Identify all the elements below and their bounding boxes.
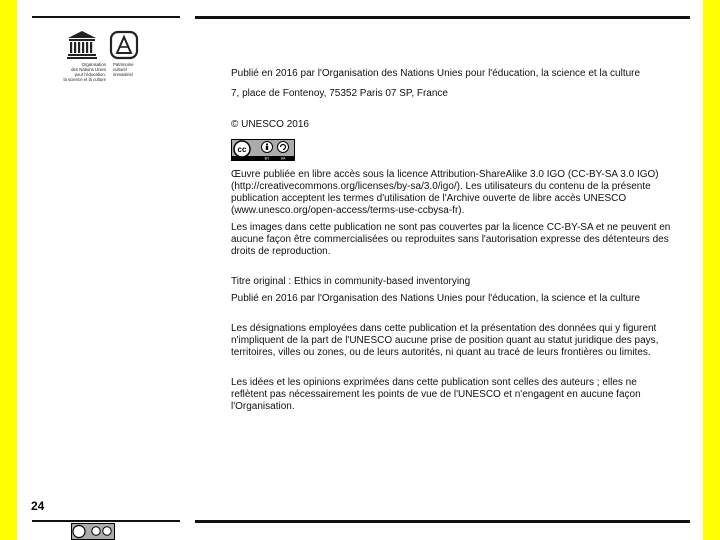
unesco-temple-icon bbox=[67, 30, 97, 62]
heritage-unit-caption: Patrimoine culturel immatériel bbox=[113, 62, 134, 77]
images-notice: Les images dans cette publication ne sont pas couvertes par la licence CC-BY-SA et ne peuvent en aucune façon être commercialisées ou reproduites sans l'autorisation expresse des détenteurs des droits de reproduction. bbox=[231, 222, 671, 257]
publisher-line-repeat: Publié en 2016 par l'Organisation des Nations Unies pour l'éducation, la science et la culture bbox=[231, 293, 641, 304]
intangible-heritage-icon bbox=[109, 30, 139, 60]
copyright-line: © UNESCO 2016 bbox=[231, 119, 309, 130]
publisher-line: Publié en 2016 par l'Organisation des Nations Unies pour l'éducation, la science et la culture bbox=[231, 68, 641, 79]
document-page bbox=[17, 0, 703, 540]
page-number: 24 bbox=[31, 499, 45, 513]
unesco-org-caption: Organisation des Nations Unies pour l'éducation, la science et la culture bbox=[63, 62, 106, 82]
top-rule-left bbox=[32, 16, 180, 18]
sa-text: SA bbox=[280, 156, 286, 161]
disclaimer-paragraph: Les idées et les opinions exprimées dans cette publication sont celles des auteurs ; elles ne reflètent pas nécessairement les points de vue de l'UNESCO et n'engagent en aucune façon l'Organisation. bbox=[231, 377, 641, 412]
address-line: 7, place de Fontenoy, 75352 Paris 07 SP, France bbox=[231, 88, 448, 99]
top-rule-right bbox=[195, 16, 690, 19]
bottom-rule-right bbox=[195, 520, 690, 523]
cc-by-sa-badge-icon bbox=[231, 139, 295, 161]
by-text: BY bbox=[264, 156, 270, 161]
footer-cc-license-icon bbox=[71, 523, 115, 540]
license-paragraph: Œuvre publiée en libre accès sous la licence Attribution-ShareAlike 3.0 IGO (CC-BY-SA 3.0 IGO) (http://creativecommons.org/licenses/by-sa/3.0/igo/). Les utilisateurs du contenu de la présente publication acceptent les termes d'utilisation de l'Archive ouverte de libre accès UNESCO (www.unesco.org/open-access/terms-use-ccbysa-fr). bbox=[231, 169, 659, 216]
unesco-logo bbox=[51, 30, 147, 90]
copyright-content bbox=[231, 68, 671, 413]
original-title: Titre original : Ethics in community-based inventorying bbox=[231, 276, 471, 287]
bottom-rule-left bbox=[32, 520, 180, 522]
designations-paragraph: Les désignations employées dans cette publication et la présentation des données qui y figurent n'impliquent de la part de l'UNESCO aucune prise de position quant au statut juridique des pays, territoires, villes ou zones, ou de leurs autorités, ni quant au tracé de leurs frontières ou limites. bbox=[231, 323, 659, 358]
cc-text: cc bbox=[237, 145, 247, 154]
